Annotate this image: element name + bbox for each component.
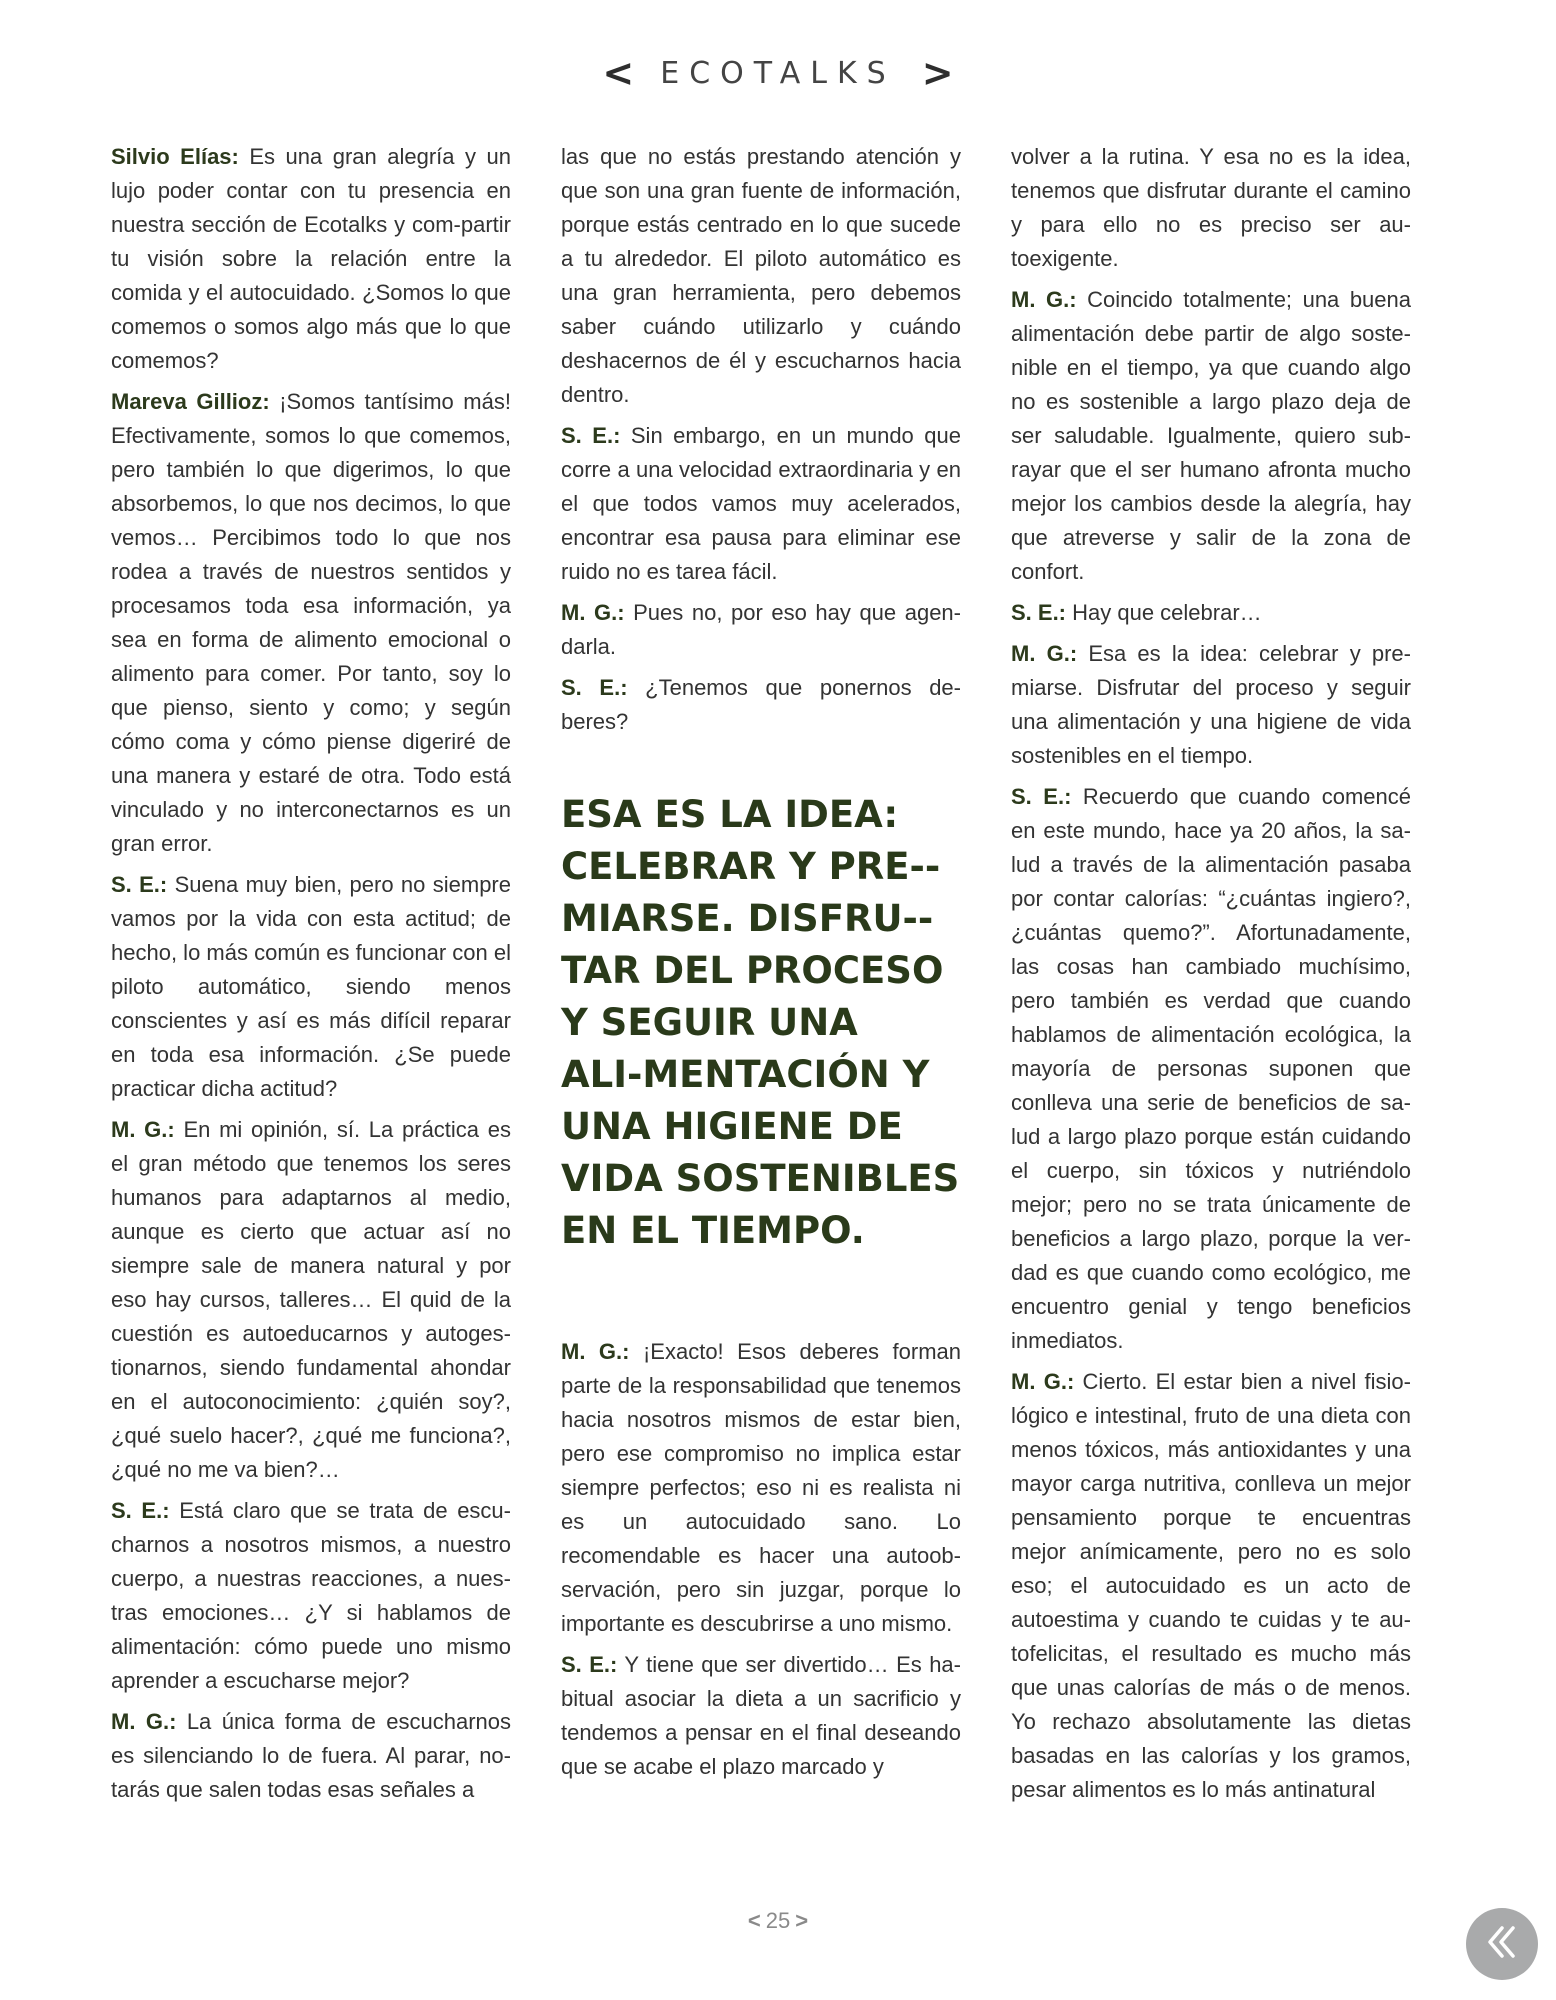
footer-left-chevron: < — [747, 1908, 761, 1933]
paragraph-text: las que no estás prestando atención y que son una gran fuente de información, porque estás centrado en lo que sucede a tu alrededor. El piloto automático es una gran herramienta, pero debemos saber cuándo utilizarlo y cuándo deshacernos de él y escucharnos hacia dentro. — [561, 144, 961, 407]
paragraph — [1011, 283, 1411, 589]
paragraph — [111, 1494, 511, 1698]
paragraph — [561, 140, 961, 412]
paragraph-text: Hay que celebrar… — [1066, 600, 1262, 625]
section-title: ECOTALKS — [660, 55, 896, 91]
paragraph — [1011, 140, 1411, 276]
speaker-label: M. G.: — [111, 1709, 177, 1734]
paragraph-text: Suena muy bien, pero no siempre vamos por la vida con esta actitud; de hecho, lo más común es funcionar con el piloto automático, siendo menos conscientes y así es más difícil reparar en toda esa información. ¿Se puede practicar dicha actitud? — [111, 872, 511, 1101]
paragraph — [1011, 637, 1411, 773]
speaker-label: S. E.: — [561, 423, 621, 448]
speaker-label: M. G.: — [561, 1339, 630, 1364]
speaker-label: Mareva Gillioz: — [111, 389, 270, 414]
paragraph-text: Sin embargo, en un mundo que corre a una velocidad extraordinaria y en el que todos vamos muy acelerados, encontrar esa pausa para eliminar ese ruido no es tarea fácil. — [561, 423, 961, 584]
paragraph — [111, 140, 511, 378]
speaker-label: S. E.: — [561, 675, 628, 700]
paragraph — [561, 1648, 961, 1784]
paragraph-text: Y tiene que ser divertido… Es habitual asociar la dieta a un sacrificio y tendemos a pensar en el final deseando que se acabe el plazo marcado y — [561, 1652, 961, 1779]
paragraph-text: ¡Exacto! Esos deberes forman parte de la responsabilidad que tenemos hacia nosotros mismos de estar bien, pero ese compromiso no implica estar siempre perfectos; eso ni es realista ni es un autocuidado sano. Lo recomendable es hacer una autoobservación, pero sin juzgar, porque lo importante es descubrirse a uno mismo. — [561, 1339, 961, 1636]
header-right-chevron: > — [921, 51, 954, 95]
paragraph — [561, 596, 961, 664]
paragraph — [111, 385, 511, 861]
speaker-label: M. G.: — [1011, 287, 1077, 312]
paragraph — [1011, 780, 1411, 1358]
speaker-label: S. E.: — [111, 1498, 170, 1523]
paragraph — [1011, 1365, 1411, 1807]
paragraph-text: Recuerdo que cuando comencé en este mundo, hace ya 20 años, la salud a través de la alimentación pasaba por contar calorías: “¿cuántas ingiero?, ¿cuántas quemo?”. Afortunadamente, las cosas han cambiado muchísimo, pero también es verdad que cuando hablamos de alimentación ecológica, la mayoría de personas suponen que conlleva una serie de beneficios de salud a largo plazo porque están cuidando el cuerpo, sin tóxicos y nutriéndolo mejor; pero no se trata únicamente de beneficios a largo plazo, porque la verdad es que cuando como ecológico, me encuentro genial y tengo beneficios inmediatos. — [1011, 784, 1411, 1353]
speaker-label: M. G.: — [111, 1117, 175, 1142]
paragraph-text: Es una gran alegría y un lujo poder contar con tu presencia en nuestra sección de Ecotalks y com-partir tu visión sobre la relación entre la comida y el autocuidado. ¿Somos lo que comemos o somos algo más que lo que comemos? — [111, 144, 511, 373]
header-left-chevron: < — [602, 51, 635, 95]
speaker-label: S. E.: — [561, 1652, 618, 1677]
paragraph — [561, 419, 961, 589]
paragraph — [561, 671, 961, 739]
paragraph — [1011, 596, 1411, 630]
speaker-label: M. G.: — [561, 600, 625, 625]
double-chevron-left-icon — [1480, 1920, 1524, 1969]
paragraph-text: volver a la rutina. Y esa no es la idea, tenemos que disfrutar durante el camino y para ello no es preciso ser autoexigente. — [1011, 144, 1411, 271]
article-column-2 — [561, 140, 961, 1791]
paragraph-text: Coincido totalmente; una buena alimentación debe partir de algo sostenible en el tiempo, ya que cuando algo no es sostenible a largo plazo deja de ser saludable. Igualmente, quiero subrayar que el ser humano afronta mucho mejor los cambios desde la alegría, hay que atreverse y salir de la zona de confort. — [1011, 287, 1411, 584]
paragraph-text: ¡Somos tantísimo más! Efectivamente, somos lo que comemos, pero también lo que digerimos, lo que absorbemos, lo que nos decimos, lo que vemos… Percibimos todo lo que nos rodea a través de nuestros sentidos y procesamos toda esa información, ya sea en forma de alimento emocional o alimento para comer. Por tanto, soy lo que pienso, siento y como; y según cómo coma y cómo piense digeriré de una manera y estaré de otra. Todo está vinculado y no interconectarnos es un gran error. — [111, 389, 511, 856]
paragraph — [111, 1705, 511, 1807]
speaker-label: M. G.: — [1011, 1369, 1075, 1394]
paragraph-text: Pues no, por eso hay que agendarla. — [561, 600, 961, 659]
paragraph — [561, 1335, 961, 1641]
paragraph-text: La única forma de escucharnos es silenciando lo de fuera. Al parar, notarás que salen todas esas señales a — [111, 1709, 511, 1802]
paragraph-text: ¿Tenemos que ponernos deberes? — [561, 675, 961, 734]
page-footer — [0, 1903, 1556, 1939]
article-column-1 — [111, 140, 511, 1814]
speaker-label: S. E.: — [111, 872, 168, 897]
page-number: 25 — [765, 1908, 791, 1933]
speaker-label: M. G.: — [1011, 641, 1078, 666]
magazine-header — [0, 48, 1556, 98]
paragraph-text: Esa es la idea: celebrar y premiarse. Disfrutar del proceso y seguir una alimentación y una higiene de vida sostenibles en el tiempo. — [1011, 641, 1411, 768]
back-to-top-button[interactable] — [1466, 1908, 1538, 1980]
article-column-3 — [1011, 140, 1411, 1814]
pull-quote: ESA ES LA IDEA: CELEBRAR Y PRE-MIARSE. DISFRU-TAR DEL PROCESO Y SEGUIR UNA ALI-MENTACIÓN Y UNA HIGIENE DE VIDA SOSTENIBLES EN EL TIEMPO. — [561, 793, 960, 1252]
paragraph-text: Cierto. El estar bien a nivel fisiológico e intestinal, fruto de una dieta con menos tóxicos, más antioxidantes y una mayor carga nutritiva, conlleva un mejor pensamiento porque te encuentras mejor anímicamente, pero no es solo eso; el autocuidado es un acto de autoestima y cuando te cuidas y te autofelicitas, el resultado es mucho más que unas calorías de más o de menos. Yo rechazo absolutamente las dietas basadas en las calorías y los gramos, pesar alimentos es lo más antinatural — [1011, 1369, 1411, 1802]
paragraph — [111, 868, 511, 1106]
speaker-label: Silvio Elías: — [111, 144, 239, 169]
speaker-label: S. E.: — [1011, 784, 1072, 809]
speaker-label: S. E.: — [1011, 600, 1067, 625]
paragraph-text: En mi opinión, sí. La práctica es el gran método que tenemos los seres humanos para adaptarnos al medio, aunque es cierto que actuar así no siempre sale de manera natural y por eso hay cursos, talleres… El quid de la cuestión es autoeducarnos y autogestionarnos, siendo fundamental ahondar en el autoconocimiento: ¿quién soy?, ¿qué suelo hacer?, ¿qué me funciona?, ¿qué no me va bien?… — [111, 1117, 512, 1482]
paragraph — [111, 1113, 511, 1487]
footer-right-chevron: > — [795, 1908, 809, 1933]
paragraph-text: Está claro que se trata de escucharnos a nosotros mismos, a nuestro cuerpo, a nuestras reacciones, a nuestras emociones… ¿Y si hablamos de alimentación: cómo puede uno mismo aprender a escucharse mejor? — [111, 1498, 511, 1693]
